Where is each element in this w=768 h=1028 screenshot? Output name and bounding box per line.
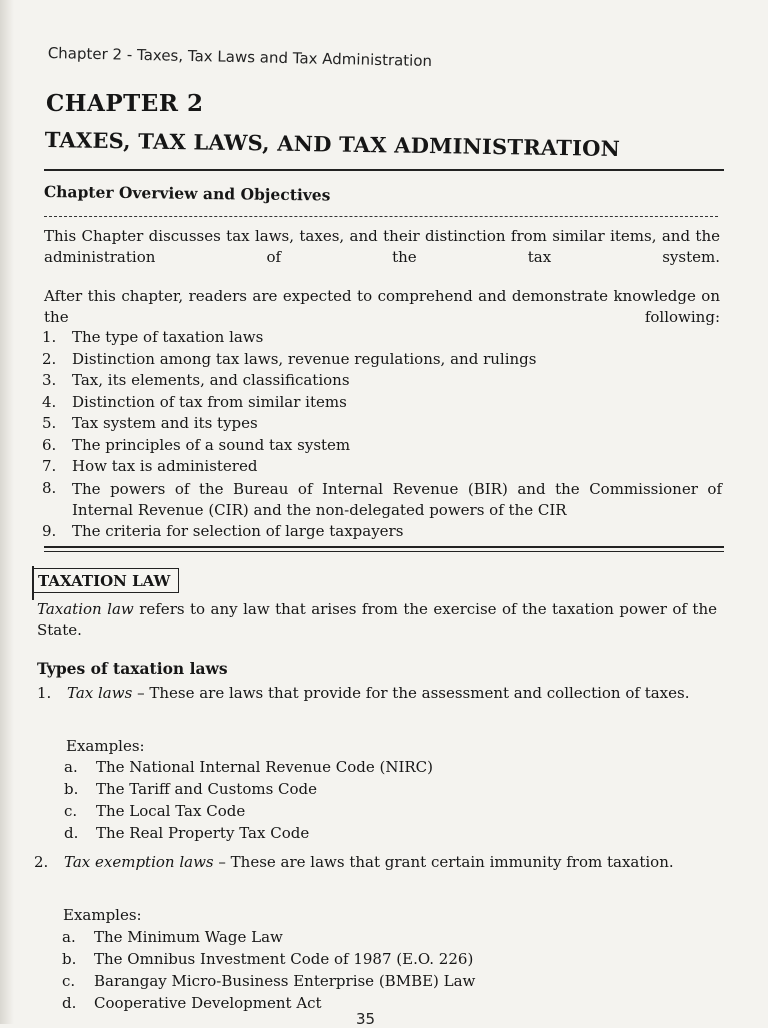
- list-text: The Local Tax Code: [96, 802, 246, 820]
- list-text: Tax, its elements, and classifications: [72, 371, 350, 389]
- examples-label: Examples:: [63, 906, 142, 924]
- list-number: 3.: [42, 371, 57, 389]
- title-rule: [44, 169, 724, 171]
- list-letter: b.: [62, 950, 77, 968]
- chapter-title: TAXES, TAX LAWS, AND TAX ADMINISTRATION: [44, 127, 621, 162]
- definition-text: refers to any law that arises from the exercise of the taxation power of the State.: [37, 600, 717, 639]
- definition-term: Taxation law: [37, 600, 134, 618]
- list-text: The Real Property Tax Code: [96, 824, 310, 842]
- running-head: Chapter 2 - Taxes, Tax Laws and Tax Administration: [47, 44, 433, 71]
- list-letter: a.: [62, 928, 76, 946]
- type-body: [67, 683, 717, 704]
- list-letter: d.: [62, 994, 77, 1012]
- list-text: The Minimum Wage Law: [94, 928, 283, 946]
- list-number: 1.: [42, 328, 57, 346]
- list-text: The principles of a sound tax system: [72, 435, 351, 454]
- type-item-2: [34, 852, 724, 896]
- list-number: 9.: [42, 521, 57, 540]
- list-number: 5.: [42, 414, 57, 432]
- list-text: Distinction of tax from similar items: [72, 392, 347, 411]
- page-edge-shadow: [0, 0, 14, 1024]
- section-heading-box: TAXATION LAW: [33, 568, 179, 593]
- list-number: 7.: [42, 457, 57, 475]
- type-number: 2.: [34, 853, 49, 871]
- type-term: Tax laws: [67, 684, 133, 702]
- list-text: Tax system and its types: [72, 414, 258, 432]
- list-number: 2.: [42, 349, 57, 368]
- list-letter: d.: [64, 824, 79, 842]
- page-number: 35: [356, 1010, 376, 1028]
- list-number: 6.: [42, 435, 57, 454]
- list-letter: a.: [64, 758, 78, 776]
- list-text: How tax is administered: [72, 457, 258, 475]
- type-body: [64, 852, 714, 873]
- list-number: 8.: [42, 478, 57, 497]
- objectives-rule-bottom: [44, 551, 724, 552]
- list-text: The powers of the Bureau of Internal Revenue (BIR) and the Commissioner of Internal Revenue (CIR) and the non-delegated powers of the CIR: [72, 479, 722, 519]
- list-text: The type of taxation laws: [72, 328, 264, 346]
- objectives-rule-top: [44, 546, 724, 548]
- list-text: The criteria for selection of large taxpayers: [72, 521, 404, 540]
- list-text: The Tariff and Customs Code: [96, 780, 318, 798]
- chapter-number: CHAPTER 2: [46, 90, 204, 117]
- overview-heading: Chapter Overview and Objectives: [43, 182, 331, 205]
- type-term: Tax exemption laws: [64, 853, 214, 871]
- list-letter: c.: [64, 802, 78, 820]
- type-item-1: [37, 683, 727, 727]
- list-text: The Omnibus Investment Code of 1987 (E.O. 226): [94, 950, 474, 968]
- list-text: Distinction among tax laws, revenue regulations, and rulings: [72, 349, 537, 368]
- objectives-intro: After this chapter, readers are expected to comprehend and demonstrate knowledge on the following:: [44, 287, 720, 326]
- examples-label: Examples:: [66, 737, 145, 755]
- list-text: Cooperative Development Act: [94, 994, 322, 1012]
- list-text: Barangay Micro-Business Enterprise (BMBE) Law: [94, 972, 476, 990]
- type-number: 1.: [37, 684, 52, 702]
- list-letter: b.: [64, 780, 79, 798]
- list-letter: c.: [62, 972, 76, 990]
- overview-text: This Chapter discusses tax laws, taxes, and their distinction from similar items, and the administration of the tax system.: [44, 227, 720, 266]
- definition-paragraph: [37, 599, 717, 641]
- overview-dashed-rule: [44, 216, 718, 217]
- type-desc: – These are laws that provide for the assessment and collection of taxes.: [132, 684, 690, 702]
- list-number: 4.: [42, 392, 57, 411]
- types-heading: Types of taxation laws: [37, 659, 228, 678]
- list-text: The National Internal Revenue Code (NIRC): [96, 758, 434, 776]
- type-desc: – These are laws that grant certain immunity from taxation.: [213, 853, 674, 871]
